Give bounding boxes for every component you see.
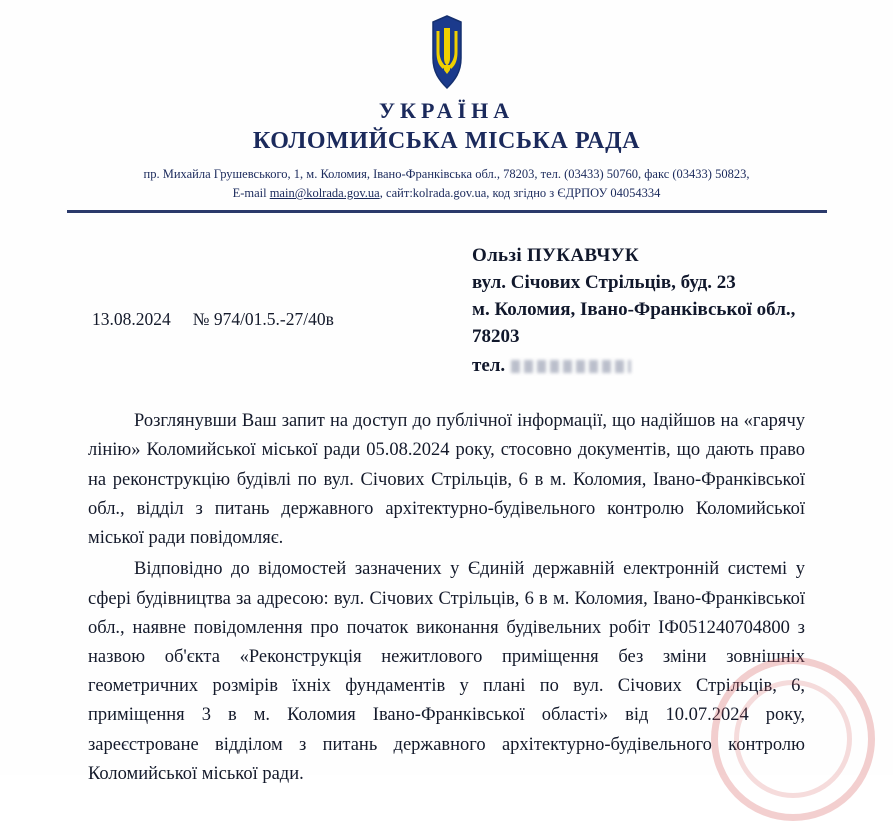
addressee-phone [472, 353, 852, 380]
document-date: 13.08.2024 [92, 309, 171, 330]
document-body [88, 407, 805, 789]
body-paragraph-1: Розглянувши Ваш запит на доступ до публічної інформації, що надійшов на «гарячу лінію» Коломийської міської ради 05.08.2024 року, стосовно документів, що дають право на реконструкцію будівлі по вул. Січових Стрільців, 6 в м. Коломия, Івано-Франківської обл., відділ з питань державного архітектурно-будівельного контролю Коломийської міської ради повідомляє. [88, 411, 805, 549]
addressee-zip: 78203 [472, 326, 520, 348]
addressee-section [0, 239, 893, 399]
ukraine-trident-emblem [415, 14, 479, 92]
council-title: КОЛОМИЙСЬКА МІСЬКА РАДА [252, 128, 641, 154]
email-prefix: E-mail [232, 186, 270, 201]
addressee-name: Ользі ПУКАВЧУК [472, 245, 639, 267]
email-suffix: , сайт:kolrada.gov.ua, код згідно з ЄДРПОУ 04054334 [379, 186, 661, 201]
phone-redacted-block [511, 360, 631, 373]
letterhead [0, 0, 893, 213]
contact-line-address: пр. Михайла Грушевського, 1, м. Коломия, Івано-Франківська обл., 78203, тел. (03433) 50760, факс (03433) 50823, [143, 167, 750, 181]
document-number: № 974/01.5.-27/40в [192, 309, 334, 330]
addressee-block [472, 243, 852, 380]
addressee-street: вул. Січових Стрільців, буд. 23 [472, 272, 736, 294]
document-reference [92, 309, 334, 330]
phone-label: тел. [472, 355, 506, 377]
header-divider [67, 210, 827, 213]
body-paragraph-2: Відповідно до відомостей зазначених у Єдиній державній електронній системі у сфері будівництва за адресою: вул. Січових Стрільців, 6 в м. Коломия, Івано-Франківської обл., наявне повідомлення про початок виконання будівельних робіт ІФ051240704800 з назвою об'єкта «Реконструкція нежитлового приміщення без зміни зовнішніх геометричних розмірів їхніх фундаментів у плані по вул. Січових Стрільців, 6, приміщення 3 в м. Коломия Івано-Франківської області» від 10.07.2024 року, зареєстроване відділом з питань державного архітектурно-будівельного контролю Коломийської міської ради. [88, 559, 805, 784]
country-title: УКРАЇНА [378, 98, 515, 123]
email-address[interactable]: main@kolrada.gov.ua [269, 186, 380, 201]
addressee-city: м. Коломия, Івано-Франківської обл., [472, 299, 796, 321]
contact-line-email [0, 184, 893, 202]
